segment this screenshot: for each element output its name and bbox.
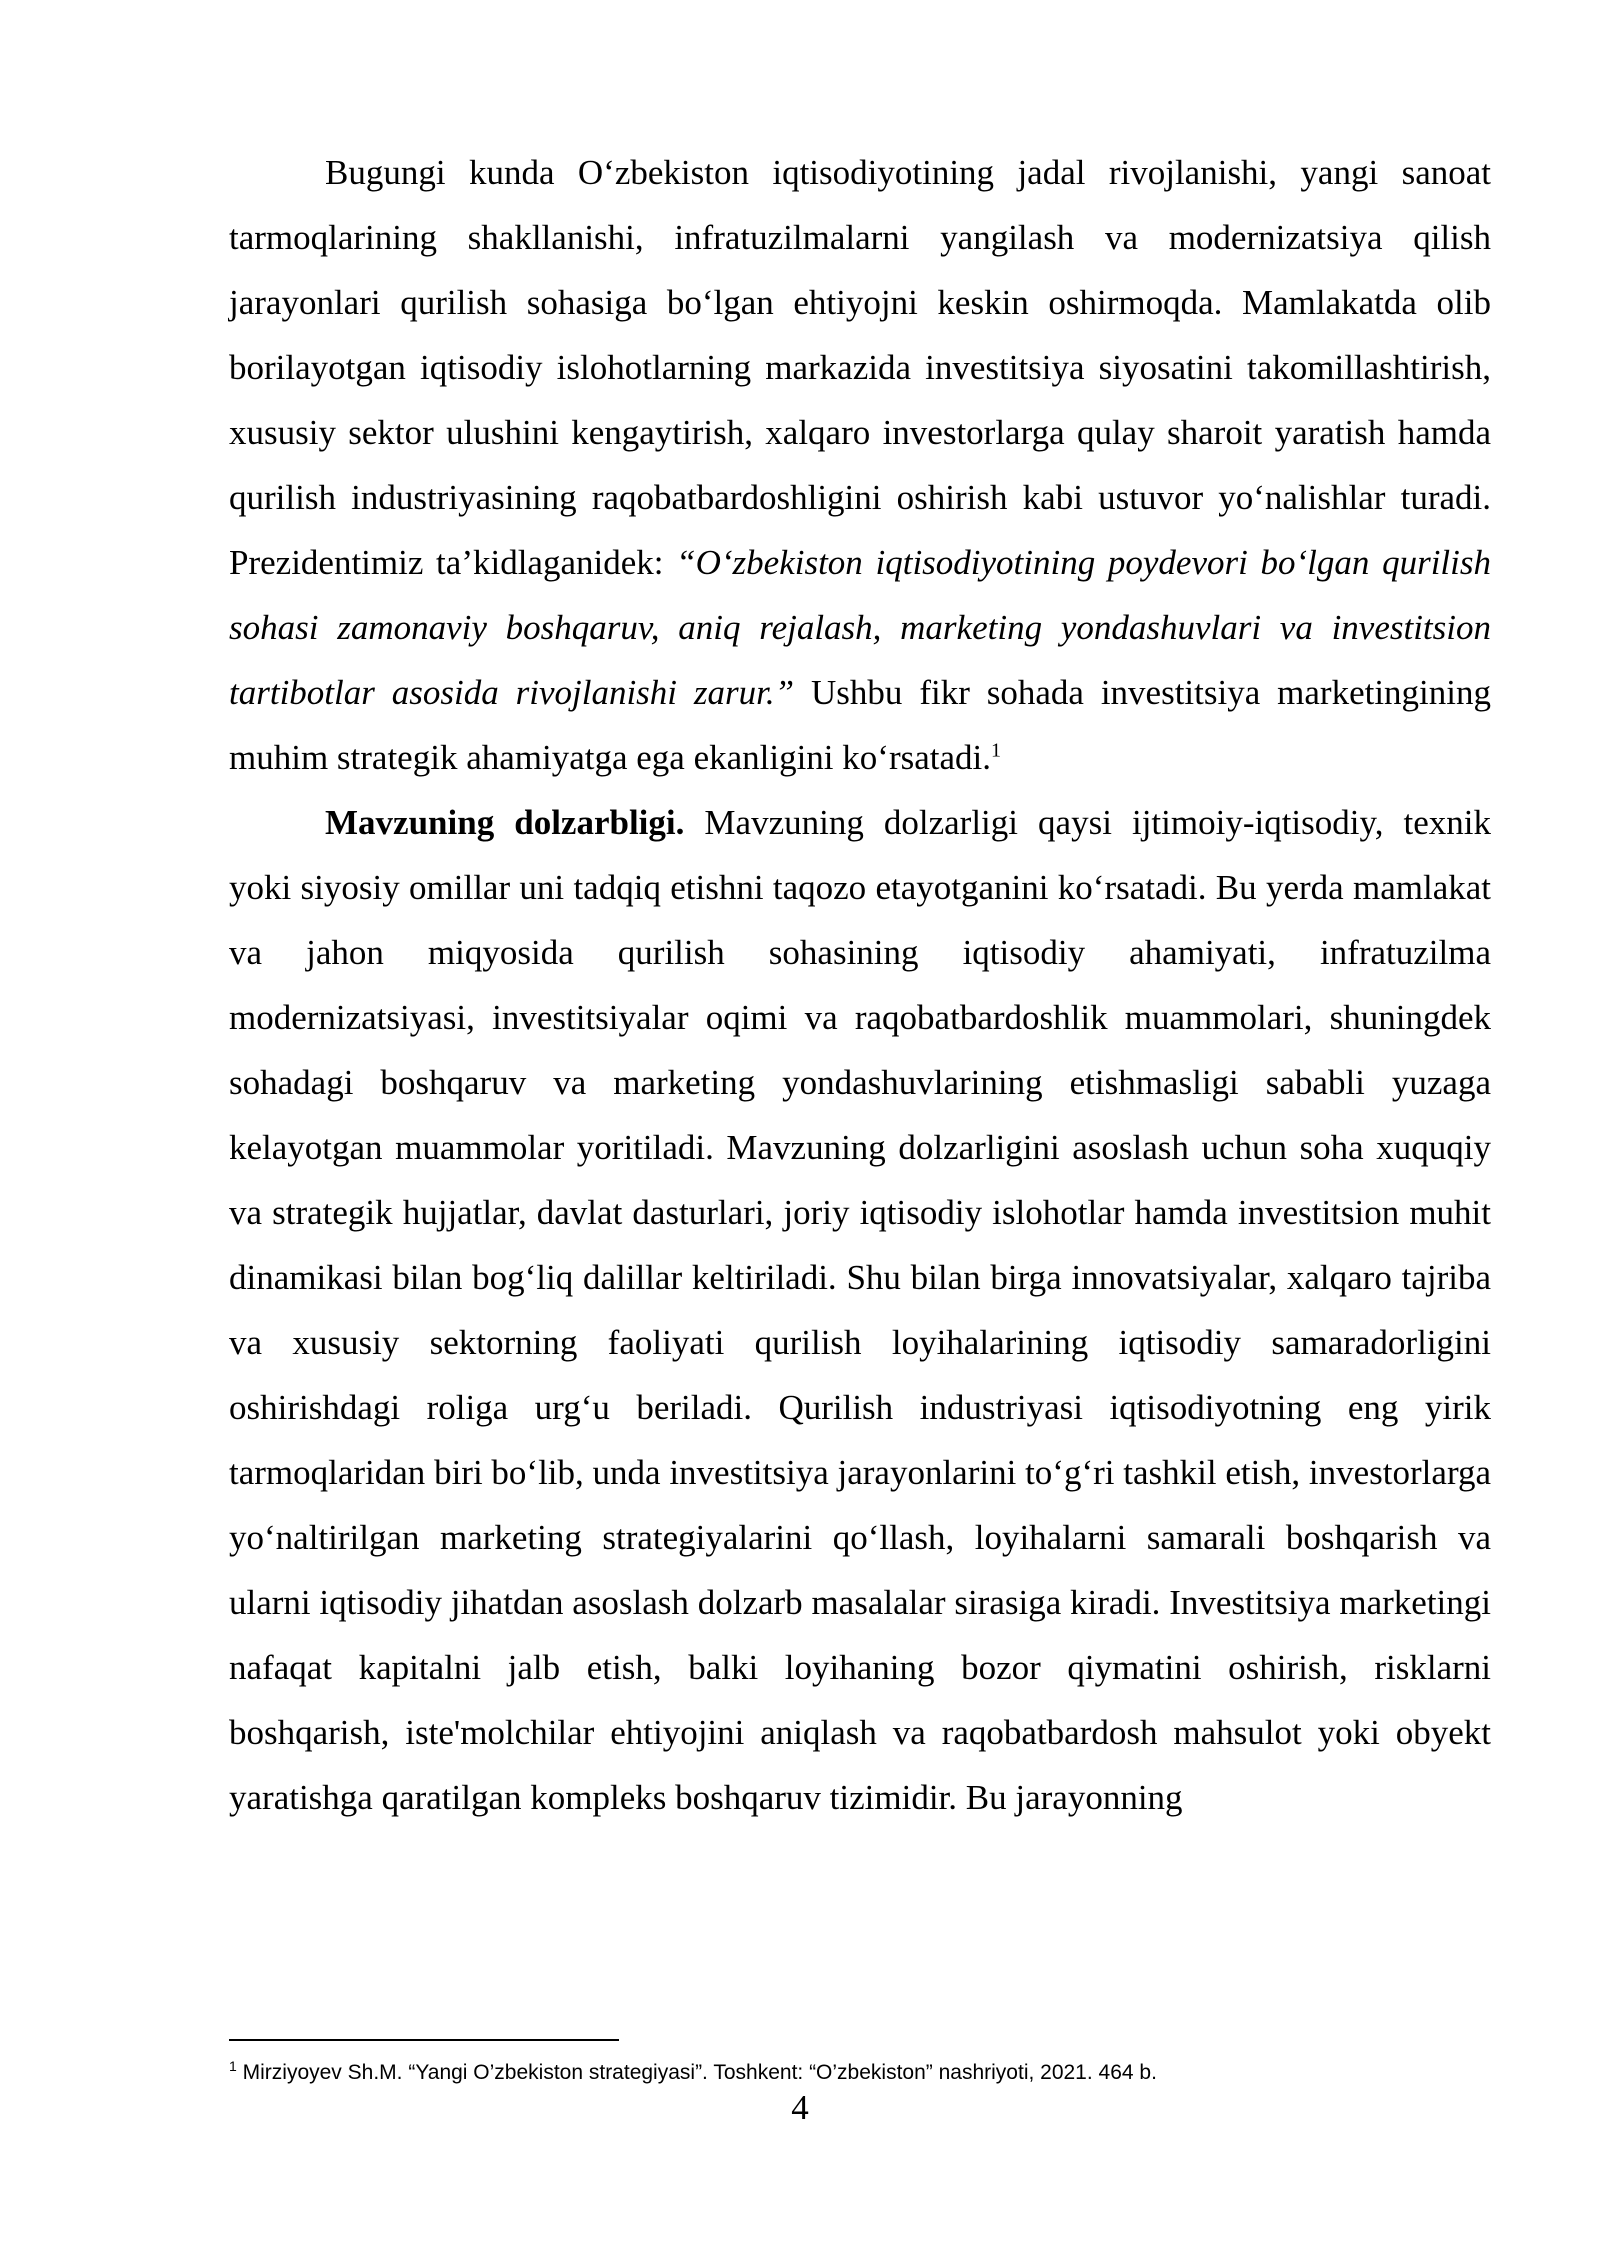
relevance-text: Mavzuning dolzarligi qaysi ijtimoiy-iqtisodiy, texnik yoki siyosiy omillar uni tadqiq etishni taqozo etayotganini ko‘rsatadi. Bu yerda mamlakat va jahon miqyosida qurilish sohasining iqtisodiy ahamiyati, infratuzilma modernizatsiyasi, investitsiyalar oqimi va raqobatbardoshlik muammolari, shuningdek sohadagi boshqaruv va marketing yondashuvlarining etishmasligi sababli yuzaga kelayotgan muammolar yoritiladi. Mavzuning dolzarligini asoslash uchun soha xuquqiy va strategik hujjatlar, davlat dasturlari, joriy iqtisodiy islohotlar hamda investitsion muhit dinamikasi bilan bog‘liq dalillar keltiriladi. Shu bilan birga innovatsiyalar, xalqaro tajriba va xususiy sektorning faoliyati qurilish loyihalarining iqtisodiy samaradorligini oshirishdagi roliga urg‘u beriladi. Qurilish industriyasi iqtisodiyotning eng yirik tarmoqlaridan biri bo‘lib, unda investitsiya jarayonlarini to‘g‘ri tashkil etish, investorlarga yo‘naltirilgan marketing strategiyalarini qo‘llash, loyihalarni samarali boshqarish va ularni iqtisodiy jihatdan asoslash dolzarb masalalar sirasiga kiradi. Investitsiya marketingi nafaqat kapitalni jalb etish, balki loyihaning bozor qiymatini oshirish, risklarni boshqarish, iste'molchilar ehtiyojini aniqlash va raqobatbardosh mahsulot yoki obyekt yaratishga qaratilgan kompleks boshqaruv tizimidir. Bu jarayonning bbox=[229, 803, 1491, 1817]
page-number: 4 bbox=[791, 2088, 809, 2127]
footnote-reference[interactable]: 1 bbox=[991, 739, 1001, 762]
section-heading-relevance: Mavzuning dolzarbligi. bbox=[325, 803, 685, 842]
footnote-text: Mirziyoyev Sh.M. “Yangi O’zbekiston strategiyasi”. Toshkent: “O’zbekiston” nashriyoti, 2021. 464 b. bbox=[236, 2061, 1157, 2084]
page-body bbox=[229, 140, 1491, 1830]
footnote-separator bbox=[229, 2039, 619, 2041]
paragraph-relevance bbox=[229, 790, 1491, 1830]
president-quote: “O‘zbekiston iqtisodiyotining poydevori bo‘lgan qurilish sohasi zamonaviy boshqaruv, aniq rejalash, marketing yondashuvlari va investitsion tartibotlar asosida rivojlanishi zarur.” bbox=[229, 543, 1491, 712]
paragraph-intro bbox=[229, 140, 1491, 790]
footnote-marker: 1 bbox=[229, 2058, 237, 2074]
footnote bbox=[229, 2058, 1491, 2088]
intro-text: Bugungi kunda O‘zbekiston iqtisodiyotining jadal rivojlanishi, yangi sanoat tarmoqlarining shakllanishi, infratuzilmalarni yangilash va modernizatsiya qilish jarayonlari qurilish sohasiga bo‘lgan ehtiyojni keskin oshirmoqda. Mamlakatda olib borilayotgan iqtisodiy islohotlarning markazida investitsiya siyosatini takomillashtirish, xususiy sektor ulushini kengaytirish, xalqaro investorlarga qulay sharoit yaratish hamda qurilish industriyasining raqobatbardoshligini oshirish kabi ustuvor yo‘nalishlar turadi. Prezidentimiz ta’kidlaganidek: bbox=[229, 153, 1491, 582]
intro-conclusion: Ushbu fikr sohada investitsiya marketingining muhim strategik ahamiyatga ega ekanligini ko‘rsatadi. bbox=[229, 673, 1492, 777]
